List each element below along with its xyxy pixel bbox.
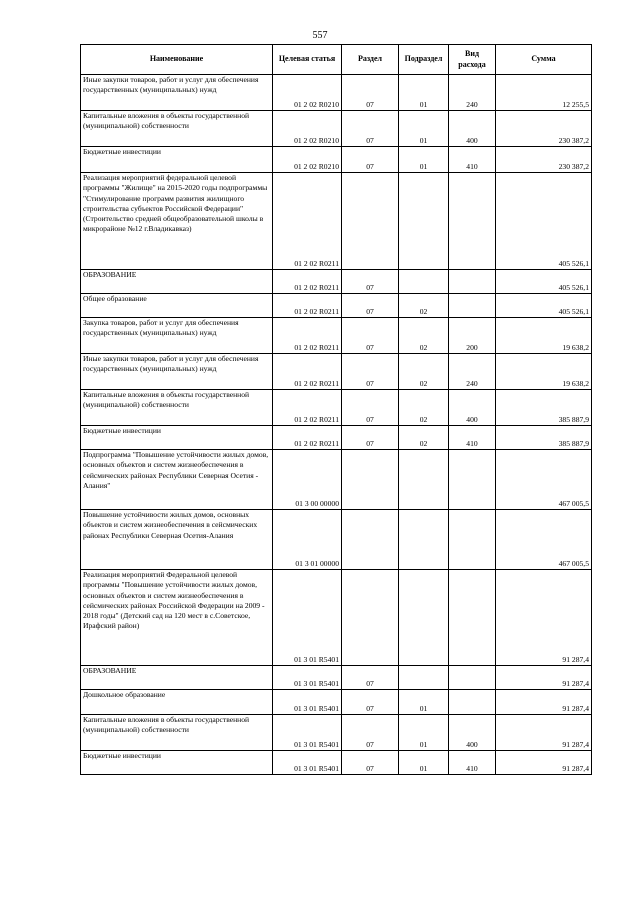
cell-name: Реализация мероприятий Федеральной целевой программы "Повышение устойчивости жилых домов, основных объектов и систем жизнеобеспечения в сейсмических районах Российской Федерации на 2009 - 2018 годы" (Детский сад на 120 мест в с.Советское, Ирафский район): [81, 570, 273, 666]
cell-type: [449, 450, 496, 510]
cell-subsection: 01: [399, 75, 449, 111]
cell-subsection: 02: [399, 354, 449, 390]
cell-section: [342, 173, 399, 270]
cell-code: 01 2 02 R0211: [273, 390, 342, 426]
table-row: [81, 270, 592, 294]
cell-section: [342, 450, 399, 510]
cell-type: [449, 690, 496, 715]
table-row: [81, 666, 592, 690]
cell-section: 07: [342, 318, 399, 354]
cell-type: [449, 294, 496, 318]
cell-type: 400: [449, 111, 496, 147]
cell-sum: 405 526,1: [496, 173, 592, 270]
cell-type: [449, 666, 496, 690]
header-code: Целевая статья: [273, 45, 342, 75]
cell-name: Иные закупки товаров, работ и услуг для обеспечения государственных (муниципальных) нужд: [81, 75, 273, 111]
table-row: [81, 510, 592, 570]
cell-name: Общее образование: [81, 294, 273, 318]
cell-section: 07: [342, 111, 399, 147]
cell-code: 01 3 00 00000: [273, 450, 342, 510]
cell-name: Бюджетные инвестиции: [81, 426, 273, 450]
table-row: [81, 147, 592, 173]
cell-sum: 91 287,4: [496, 751, 592, 775]
cell-sum: 405 526,1: [496, 270, 592, 294]
cell-type: 410: [449, 147, 496, 173]
cell-sum: 467 005,5: [496, 450, 592, 510]
cell-subsection: 01: [399, 111, 449, 147]
cell-name: Дошкольное образование: [81, 690, 273, 715]
cell-subsection: 02: [399, 318, 449, 354]
cell-name: Бюджетные инвестиции: [81, 751, 273, 775]
cell-type: [449, 173, 496, 270]
table-row: [81, 751, 592, 775]
cell-sum: 91 287,4: [496, 570, 592, 666]
cell-section: 07: [342, 666, 399, 690]
cell-code: 01 2 02 R0211: [273, 294, 342, 318]
cell-code: 01 3 01 R5401: [273, 715, 342, 751]
cell-subsection: 01: [399, 715, 449, 751]
cell-code: 01 3 01 R5401: [273, 751, 342, 775]
table-row: [81, 75, 592, 111]
cell-type: [449, 510, 496, 570]
cell-section: 07: [342, 715, 399, 751]
cell-type: 240: [449, 75, 496, 111]
cell-code: 01 3 01 R5401: [273, 570, 342, 666]
table-row: [81, 294, 592, 318]
cell-type: 410: [449, 426, 496, 450]
cell-type: 200: [449, 318, 496, 354]
cell-code: 01 2 02 R0211: [273, 318, 342, 354]
cell-sum: 405 526,1: [496, 294, 592, 318]
cell-subsection: 02: [399, 294, 449, 318]
cell-sum: 230 387,2: [496, 147, 592, 173]
cell-section: 07: [342, 270, 399, 294]
cell-code: 01 2 02 R0211: [273, 354, 342, 390]
cell-subsection: [399, 666, 449, 690]
page-number: 557: [312, 30, 328, 41]
cell-subsection: [399, 270, 449, 294]
cell-sum: 19 638,2: [496, 354, 592, 390]
cell-name: Капитальные вложения в объекты государственной (муниципальной) собственности: [81, 715, 273, 751]
cell-subsection: [399, 450, 449, 510]
cell-code: 01 2 02 R0210: [273, 147, 342, 173]
table-row: [81, 390, 592, 426]
cell-sum: 91 287,4: [496, 715, 592, 751]
cell-name: Подпрограмма "Повышение устойчивости жилых домов, основных объектов и систем жизнеобеспечения в сейсмических районах Республики Северная Осетия - Алания": [81, 450, 273, 510]
cell-name: Капитальные вложения в объекты государственной (муниципальной) собственности: [81, 111, 273, 147]
cell-subsection: [399, 510, 449, 570]
cell-type: 410: [449, 751, 496, 775]
table-row: [81, 715, 592, 751]
cell-sum: 12 255,5: [496, 75, 592, 111]
cell-code: 01 2 02 R0211: [273, 426, 342, 450]
cell-name: Закупка товаров, работ и услуг для обеспечения государственных (муниципальных) нужд: [81, 318, 273, 354]
cell-type: [449, 570, 496, 666]
cell-name: Повышение устойчивости жилых домов, основных объектов и систем жизнеобеспечения в сейсмических районах Республики Северная Осетия-Алания: [81, 510, 273, 570]
cell-subsection: 01: [399, 751, 449, 775]
cell-type: [449, 270, 496, 294]
cell-section: 07: [342, 294, 399, 318]
table-row: [81, 173, 592, 270]
header-row: [81, 45, 592, 75]
cell-sum: 91 287,4: [496, 666, 592, 690]
cell-type: 240: [449, 354, 496, 390]
cell-name: Бюджетные инвестиции: [81, 147, 273, 173]
cell-sum: 467 005,5: [496, 510, 592, 570]
cell-code: 01 2 02 R0211: [273, 270, 342, 294]
table-row: [81, 570, 592, 666]
table-row: [81, 354, 592, 390]
cell-code: 01 3 01 00000: [273, 510, 342, 570]
cell-section: 07: [342, 354, 399, 390]
table-row: [81, 426, 592, 450]
table-row: [81, 690, 592, 715]
cell-section: [342, 570, 399, 666]
cell-section: [342, 510, 399, 570]
table-row: [81, 318, 592, 354]
cell-type: 400: [449, 715, 496, 751]
table-row: [81, 111, 592, 147]
cell-sum: 230 387,2: [496, 111, 592, 147]
cell-subsection: [399, 173, 449, 270]
cell-code: 01 3 01 R5401: [273, 666, 342, 690]
cell-section: 07: [342, 75, 399, 111]
cell-type: 400: [449, 390, 496, 426]
header-sum: Сумма: [496, 45, 592, 75]
cell-section: 07: [342, 751, 399, 775]
cell-name: Реализация мероприятий федеральной целевой программы "Жилище" на 2015-2020 годы подпрограммы "Стимулирование программ развития жилищного строительства субъектов Российской Федерации" (Строительство средней общеобразовательной школы в микрорайоне №12 г.Владикавказ): [81, 173, 273, 270]
cell-subsection: 01: [399, 147, 449, 173]
cell-name: ОБРАЗОВАНИЕ: [81, 270, 273, 294]
header-type: Вид расхода: [449, 45, 496, 75]
cell-section: 07: [342, 426, 399, 450]
cell-name: ОБРАЗОВАНИЕ: [81, 666, 273, 690]
cell-code: 01 3 01 R5401: [273, 690, 342, 715]
cell-code: 01 2 02 R0210: [273, 75, 342, 111]
header-section: Раздел: [342, 45, 399, 75]
cell-code: 01 2 02 R0210: [273, 111, 342, 147]
cell-subsection: 02: [399, 426, 449, 450]
table-row: [81, 450, 592, 510]
cell-name: Иные закупки товаров, работ и услуг для обеспечения государственных (муниципальных) нужд: [81, 354, 273, 390]
budget-table: [80, 44, 592, 775]
cell-subsection: [399, 570, 449, 666]
cell-sum: 385 887,9: [496, 390, 592, 426]
cell-section: 07: [342, 390, 399, 426]
cell-sum: 91 287,4: [496, 690, 592, 715]
cell-sum: 385 887,9: [496, 426, 592, 450]
cell-sum: 19 638,2: [496, 318, 592, 354]
cell-name: Капитальные вложения в объекты государственной (муниципальной) собственности: [81, 390, 273, 426]
cell-subsection: 01: [399, 690, 449, 715]
cell-section: 07: [342, 690, 399, 715]
cell-subsection: 02: [399, 390, 449, 426]
cell-section: 07: [342, 147, 399, 173]
header-subsection: Подраздел: [399, 45, 449, 75]
cell-code: 01 2 02 R0211: [273, 173, 342, 270]
header-name: Наименование: [81, 45, 273, 75]
